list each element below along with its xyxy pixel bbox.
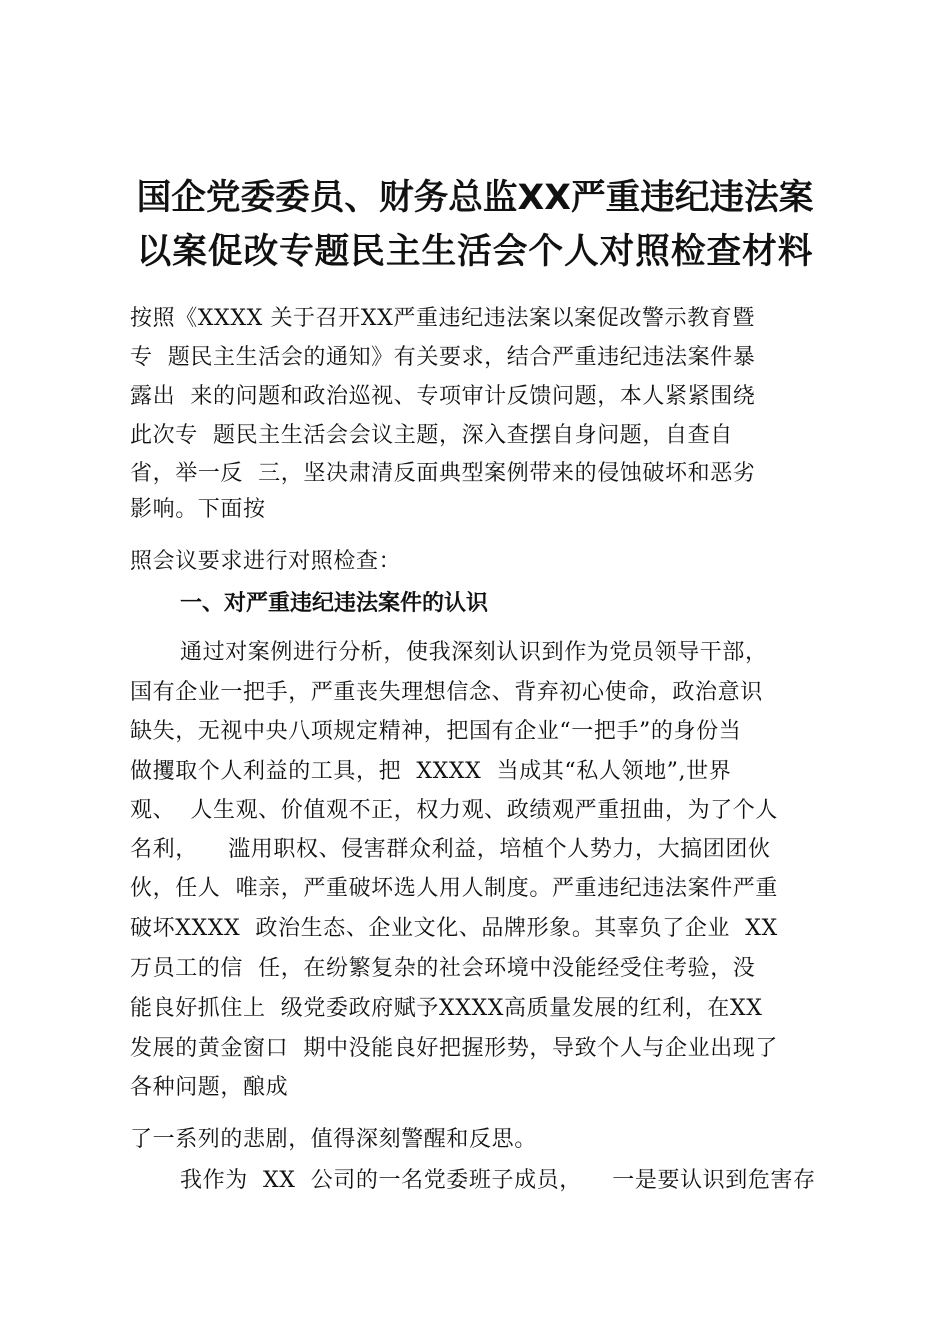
para1-line-9: 万员工的信 任，在纷繁复杂的社会环境中没能经受住考验，没 — [130, 956, 756, 981]
intro-line-2: 专 题民主生活会的通知》有关要求，结合严重违纪违法案件暴 — [130, 345, 756, 370]
para1-line-5: 观、 人生观、价值观不正，权力观、政绩观严重扭曲，为了个人 — [130, 798, 778, 823]
para2-line-1: 我作为 XX 公司的一名党委班子成员， 一是要认识到危害存 — [180, 1168, 816, 1193]
document-title-line-2: 以案促改专题民主生活会个人对照检查材料 — [136, 232, 814, 272]
para1-line-8: 破坏XXXX 政治生态、企业文化、品牌形象。其辜负了企业 XX — [130, 916, 778, 941]
intro-line-6: 影响。下面按 — [130, 497, 266, 522]
para1-line-3: 缺失，无视中央八项规定精神，把国有企业“一把手”的身份当 — [130, 719, 742, 744]
intro-line-1: 按照《XXXX 关于召开XX严重违纪违法案以案促改警示教育暨 — [130, 306, 755, 331]
intro-line-5: 省，举一反 三，坚决肃清反面典型案例带来的侵蚀破坏和恶劣 — [130, 461, 756, 486]
para1-continuation: 了一系列的悲剧，值得深刻警醒和反思。 — [130, 1127, 537, 1152]
para1-line-6: 名利， 滥用职权、侵害群众利益，培植个人势力，大搞团团伙 — [130, 837, 771, 862]
para1-line-12: 各种问题，酿成 — [130, 1075, 289, 1100]
para1-line-1: 通过对案例进行分析，使我深刻认识到作为党员领导干部， — [180, 640, 768, 665]
document-title-line-1: 国企党委委员、财务总监XX严重违纪违法案 — [136, 178, 814, 218]
para1-line-4: 做攫取个人利益的工具，把 XXXX 当成其“私人领地”,世界 — [130, 759, 732, 784]
para1-line-10: 能良好抓住上 级党委政府赋予XXXX高质量发展的红利，在XX — [130, 996, 763, 1021]
para1-line-2: 国有企业一把手，严重丧失理想信念、背弃初心使命，政治意识 — [130, 680, 763, 705]
intro-line-4: 此次专 题民主生活会会议主题，深入查摆自身问题，自查自 — [130, 423, 733, 448]
para1-line-7: 伙，任人 唯亲，严重破坏选人用人制度。严重违纪违法案件严重 — [130, 876, 778, 901]
para1-line-11: 发展的黄金窗口 期中没能良好把握形势，导致个人与企业出现了 — [130, 1036, 778, 1061]
intro-line-3: 露出 来的问题和政治巡视、专项审计反馈问题，本人紧紧围绕 — [130, 384, 756, 409]
intro-continuation: 照会议要求进行对照检查： — [130, 549, 402, 574]
section-1-heading: 一、对严重违纪违法案件的认识 — [180, 591, 489, 616]
